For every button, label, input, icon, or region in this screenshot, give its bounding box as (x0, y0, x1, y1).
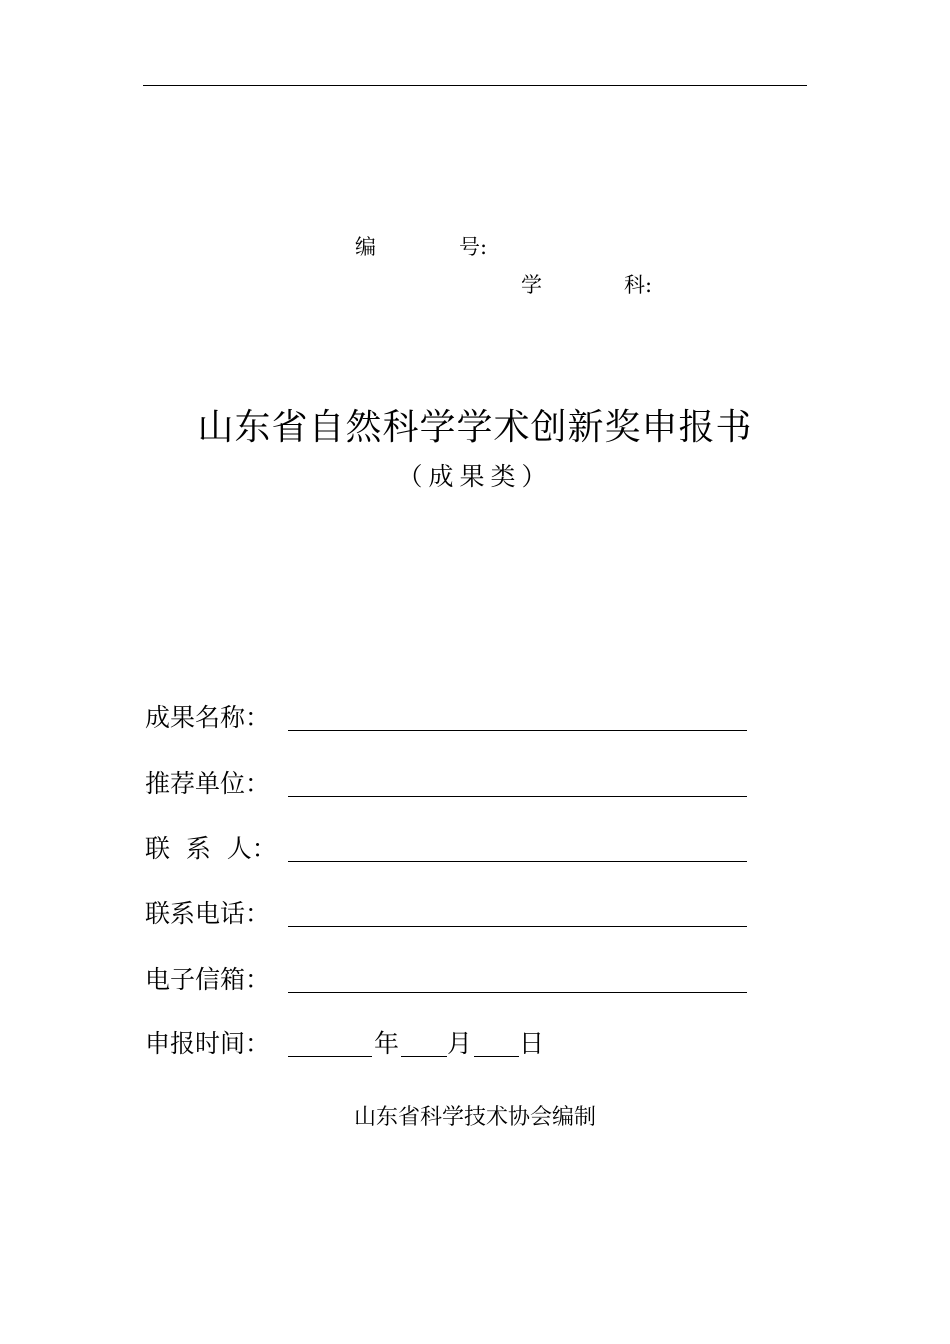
date-day-unit: 日 (519, 1029, 545, 1058)
page-title: 山东省自然科学学术创新奖申报书 (197, 407, 753, 448)
field-input-line[interactable] (288, 796, 747, 797)
subject-label (521, 273, 681, 297)
number-label (355, 235, 515, 259)
date-month-blank[interactable] (401, 1056, 447, 1057)
field-achievement-name (145, 700, 750, 736)
field-input-line[interactable] (288, 861, 747, 862)
field-input-line[interactable] (288, 730, 747, 731)
field-recommending-unit (145, 766, 750, 802)
field-contact-phone (145, 896, 750, 932)
field-submission-date (145, 1026, 555, 1062)
field-label: 联 系 人： (145, 834, 277, 863)
field-input-line[interactable] (288, 992, 747, 993)
subject-label-char-2: 科: (624, 273, 653, 297)
field-email (145, 962, 750, 998)
date-month-unit: 月 (447, 1029, 473, 1058)
footer-compiler: 山东省科学技术协会编制 (353, 1105, 596, 1130)
field-label: 电子信箱： (145, 965, 271, 994)
page-subtitle: （成果类） (397, 462, 553, 491)
date-label: 申报时间： (145, 1029, 271, 1058)
field-input-line[interactable] (288, 926, 747, 927)
number-label-char-1: 编 (355, 235, 376, 259)
subject-label-char-1: 学 (521, 273, 542, 297)
field-label: 成果名称： (145, 703, 271, 732)
top-rule (143, 85, 807, 86)
number-label-char-2: 号: (459, 235, 488, 259)
field-label: 联系电话： (145, 899, 271, 928)
date-day-blank[interactable] (474, 1056, 519, 1057)
field-label: 推荐单位： (145, 769, 271, 798)
field-contact-person (145, 831, 750, 867)
date-year-blank[interactable] (288, 1056, 372, 1057)
date-year-unit: 年 (374, 1029, 400, 1058)
